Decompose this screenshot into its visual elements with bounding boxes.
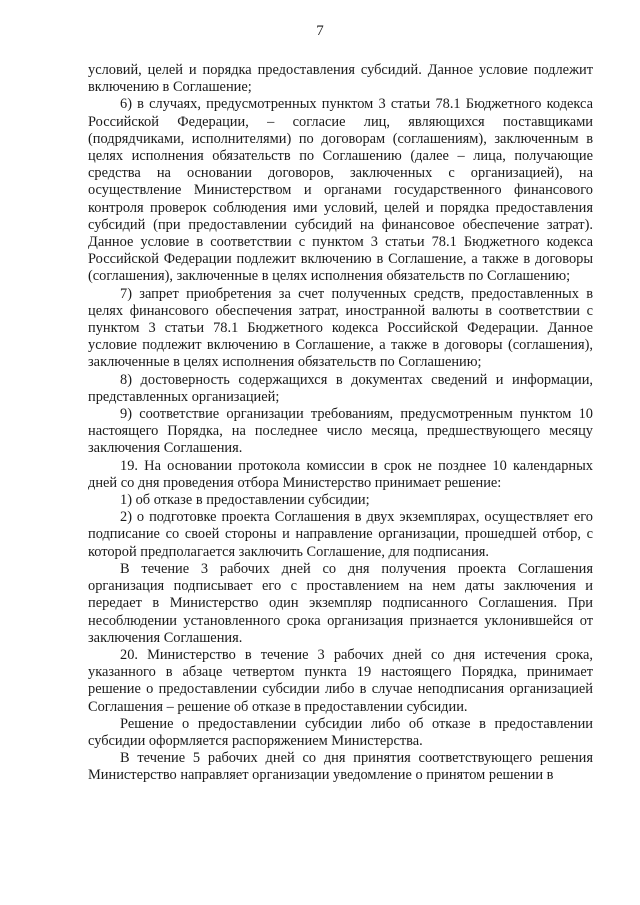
document-body [88, 62, 593, 785]
paragraph-item-9: 9) соответствие организации требованиям, предусмотренным пунктом 10 настоящего Порядка, на последнее число месяца, предшествующего месяцу заключения Соглашения. [88, 406, 593, 457]
paragraph-notification: В течение 5 рабочих дней со дня принятия соответствующего решения Министерство направляет организации уведомление о принятом решении в [88, 750, 593, 784]
paragraph-item-7: 7) запрет приобретения за счет полученных средств, предоставленных в целях финансового обеспечения затрат, иностранной валюты в соответствии с пунктом 3 статьи 78.1 Бюджетного кодекса Российской Федерации. Данное условие подлежит включению в Соглашение, а также в договоры (соглашения), заключенные в целях исполнения обязательств по Соглашению; [88, 285, 593, 371]
page-number: 7 [316, 23, 324, 39]
paragraph-item-6: 6) в случаях, предусмотренных пунктом 3 статьи 78.1 Бюджетного кодекса Российской Федерации, – согласие лиц, являющихся поставщиками (подрядчиками, исполнителями) по договорам (соглашениям), заключенным в целях исполнения обязательств по Соглашению (далее – лица, получающие средства на основании договоров, заключенных с организацией), на осуществление Министерством и органами государственного финансового контроля проверок соблюдения ими условий, целей и порядка предоставления субсидий (при предоставлении субсидий на финансовое обеспечение затрат). Данное условие в соответствии с пунктом 3 статьи 78.1 Бюджетного кодекса Российской Федерации подлежит включению в Соглашение, а также в договоры (соглашения), заключенные в целях исполнения обязательств по Соглашению; [88, 96, 593, 285]
paragraph-clause-20: 20. Министерство в течение 3 рабочих дней со дня истечения срока, указанного в абзаце четвертом пункта 19 настоящего Порядка, принимает решение о предоставлении субсидии либо в случае неподписания организацией Соглашения – решение об отказе в предоставлении субсидии. [88, 646, 593, 715]
paragraph-continuation: условий, целей и порядка предоставления субсидий. Данное условие подлежит включению в Соглашение; [88, 62, 593, 96]
paragraph-item-8: 8) достоверность содержащихся в документах сведений и информации, представленных организацией; [88, 371, 593, 405]
paragraph-decision-form: Решение о предоставлении субсидии либо об отказе в предоставлении субсидии оформляется распоряжением Министерства. [88, 715, 593, 749]
paragraph-signing-deadline: В течение 3 рабочих дней со дня получения проекта Соглашения организация подписывает его с проставлением на нем даты заключения и передает в Министерство один экземпляр подписанного Соглашения. При несоблюдении установленного срока организация признается уклонившейся от заключения Соглашения. [88, 560, 593, 646]
paragraph-clause-19-option-1: 1) об отказе в предоставлении субсидии; [120, 492, 370, 509]
paragraph-clause-19-option-2: 2) о подготовке проекта Соглашения в двух экземплярах, осуществляет его подписание со своей стороны и направление организации, прошедшей отбор, с которой предполагается заключить Соглашение, для подписания. [88, 509, 593, 560]
paragraph-clause-19: 19. На основании протокола комиссии в срок не позднее 10 календарных дней со дня проведения отбора Министерство принимает решение: [88, 457, 593, 491]
